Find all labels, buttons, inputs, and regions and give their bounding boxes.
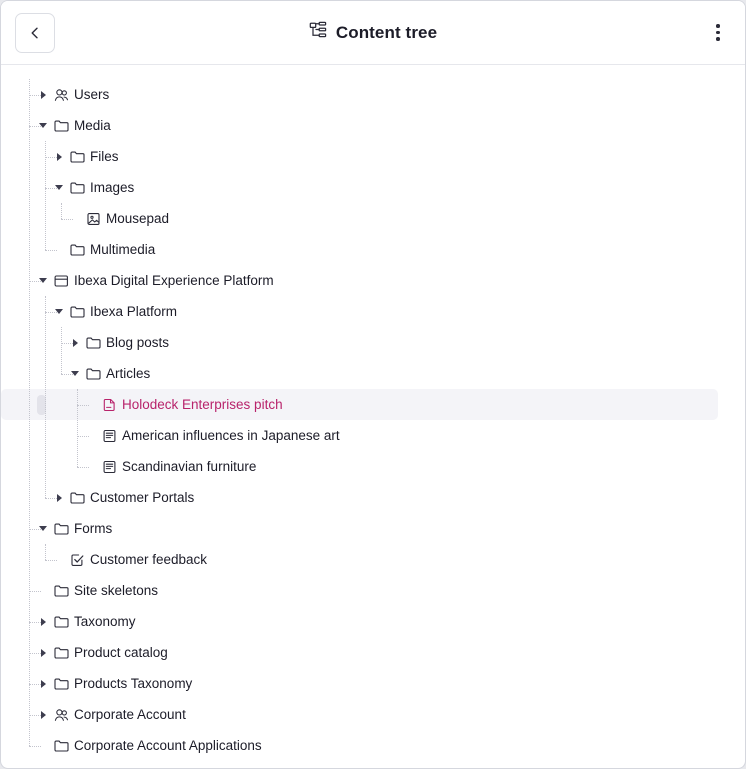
tree-node-label: American influences in Japanese art [122, 428, 340, 443]
tree-guide-line [29, 684, 41, 685]
tree-node[interactable] [1, 327, 745, 358]
tree-node-label: Site skeletons [74, 583, 159, 598]
tree-node[interactable] [1, 110, 745, 141]
tree-node-label: Blog posts [106, 335, 170, 350]
tree-guide-line [77, 436, 89, 437]
tree-node[interactable] [1, 234, 745, 265]
tree-guide-line [45, 312, 57, 313]
tree-guide-line [45, 296, 46, 498]
folder-icon [83, 335, 103, 351]
tree-node[interactable] [1, 358, 745, 389]
tree-node-label: Forms [74, 521, 113, 536]
tree-guide-line [29, 126, 41, 127]
tree-guide-line [45, 498, 57, 499]
tree-node-label: Mousepad [106, 211, 170, 226]
tree-node-label: Multimedia [90, 242, 156, 257]
folder-icon [51, 645, 71, 661]
tree-guide-line [45, 188, 57, 189]
tree-guide-line [29, 281, 41, 282]
folder-icon [51, 118, 71, 134]
tree-guide-line [61, 203, 62, 219]
tree-node[interactable] [1, 482, 745, 513]
tree-node[interactable] [1, 544, 745, 575]
tree-node[interactable] [1, 637, 745, 668]
tree-node-label: Users [74, 87, 110, 102]
twisty-triangle [41, 91, 46, 99]
tree-node[interactable] [1, 389, 718, 420]
tree-node-label: Media [74, 118, 111, 133]
tree-node-label: Product catalog [74, 645, 168, 660]
tree-guide-line [29, 95, 41, 96]
tree-node[interactable] [1, 575, 745, 606]
tree-guide-line [77, 405, 89, 406]
twisty-triangle [41, 649, 46, 657]
tree-guide-line [77, 467, 89, 468]
tree-guide-line [61, 327, 62, 374]
users-group-icon [51, 87, 71, 103]
article-draft-icon [99, 397, 119, 413]
content-tree[interactable] [1, 65, 745, 769]
folder-icon [67, 304, 87, 320]
window-header [1, 1, 745, 65]
tree-guide-line [61, 343, 73, 344]
tree-node[interactable] [1, 172, 745, 203]
tree-node[interactable] [1, 606, 745, 637]
tree-node-label: Files [90, 149, 119, 164]
tree-node[interactable] [1, 513, 745, 544]
tree-node[interactable] [1, 79, 745, 110]
folder-icon [51, 521, 71, 537]
tree-guide-line [29, 622, 41, 623]
tree-guide-line [29, 591, 41, 592]
folder-icon [51, 583, 71, 599]
tree-node-label: Taxonomy [74, 614, 136, 629]
tree-node-label: Scandinavian furniture [122, 459, 257, 474]
kebab-menu-icon[interactable] [707, 20, 729, 46]
twisty-triangle [57, 494, 62, 502]
twisty-triangle [73, 339, 78, 347]
tree-node-label: Corporate Account Applications [74, 738, 262, 753]
tree-node-label: Customer Portals [90, 490, 195, 505]
tree-guide-line [61, 219, 73, 220]
tree-node-label: Holodeck Enterprises pitch [122, 397, 283, 412]
folder-icon [67, 180, 87, 196]
tree-guide-line [45, 157, 57, 158]
tree-node[interactable] [1, 699, 745, 730]
tree-node[interactable] [1, 451, 745, 482]
tree-guide-line [45, 544, 46, 560]
tree-guide-line [61, 374, 73, 375]
header-title-group [1, 21, 745, 44]
tree-guide-line [45, 250, 57, 251]
tree-node-label: Ibexa Digital Experience Platform [74, 273, 274, 288]
kebab-dot [716, 24, 720, 28]
tree-guide-line [29, 746, 41, 747]
tree-node[interactable] [1, 730, 745, 761]
tree-guide-line [29, 715, 41, 716]
tree-guide-line [45, 560, 57, 561]
folder-icon [51, 614, 71, 630]
article-icon [99, 428, 119, 444]
tree-node-label: Articles [106, 366, 151, 381]
tree-node-label: Corporate Account [74, 707, 186, 722]
kebab-dot [716, 37, 720, 41]
tree-node-label: Ibexa Platform [90, 304, 178, 319]
chevron-left-icon [27, 25, 43, 41]
twisty-triangle [41, 680, 46, 688]
tree-guide-line [29, 653, 41, 654]
tree-node[interactable] [1, 668, 745, 699]
tree-guide-line [77, 389, 78, 467]
tree-guide-line [29, 79, 30, 746]
tree-node[interactable] [1, 203, 745, 234]
landing-page-icon [51, 273, 71, 289]
back-button[interactable] [15, 13, 55, 53]
form-icon [67, 552, 87, 568]
content-tree-icon [309, 21, 327, 44]
tree-node[interactable] [1, 420, 745, 451]
folder-icon [67, 149, 87, 165]
folder-icon [67, 242, 87, 258]
tree-node-label: Products Taxonomy [74, 676, 193, 691]
tree-node-label: Customer feedback [90, 552, 208, 567]
page-title: Content tree [335, 22, 438, 42]
twisty-triangle [41, 618, 46, 626]
image-file-icon [83, 211, 103, 227]
twisty-triangle [57, 153, 62, 161]
tree-node[interactable] [1, 265, 745, 296]
tree-node[interactable] [1, 296, 745, 327]
folder-icon [67, 490, 87, 506]
tree-node[interactable] [1, 141, 745, 172]
folder-icon [51, 676, 71, 692]
folder-icon [83, 366, 103, 382]
kebab-dot [716, 31, 720, 35]
twisty-triangle [41, 711, 46, 719]
users-group-icon [51, 707, 71, 723]
tree-node-label: Images [90, 180, 135, 195]
folder-icon [51, 738, 71, 754]
article-icon [99, 459, 119, 475]
tree-guide-line [29, 529, 41, 530]
